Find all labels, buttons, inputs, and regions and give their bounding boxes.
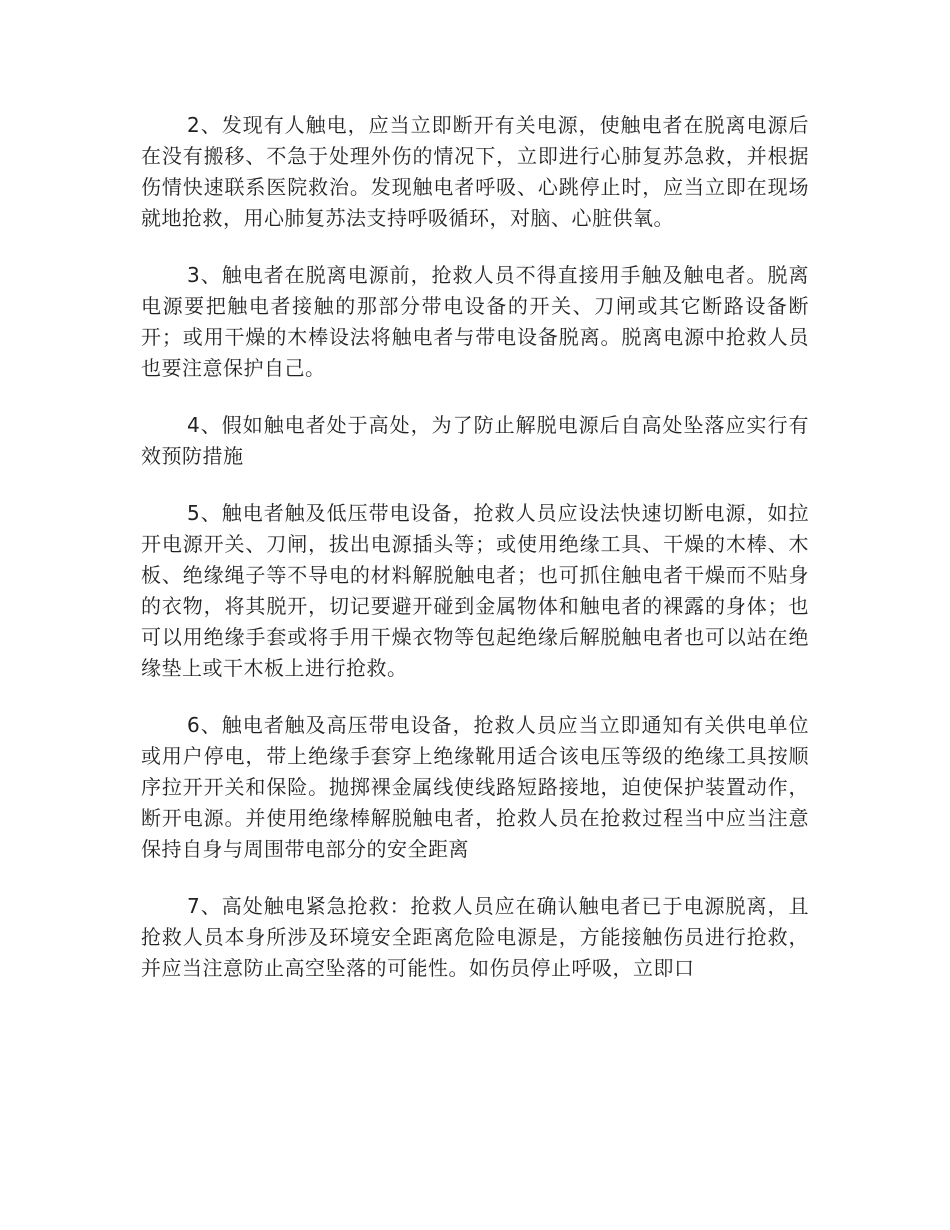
paragraph-5: 5、触电者触及低压带电设备，抢救人员应设法快速切断电源，如拉开电源开关、刀闸，拔出电源插头等；或使用绝缘工具、干燥的木棒、木板、绝缘绳子等不导电的材料解脱触电者；也可抓住触电者干燥而不贴身的衣物，将其脱开，切记要避开碰到金属物体和触电者的裸露的身体；也可以用绝缘手套或将手用干燥衣物等包起绝缘后解脱触电者也可以站在绝缘垫上或干木板上进行抢救。 [141,501,809,680]
paragraph-7: 7、高处触电紧急抢救：抢救人员应在确认触电者已于电源脱离，且抢救人员本身所涉及环境安全距离危险电源是，方能接触伤员进行抢救，并应当注意防止高空坠落的可能性。如伤员停止呼吸，立即口 [141,894,809,980]
document-body [141,110,809,1010]
paragraph-3: 3、触电者在脱离电源前，抢救人员不得直接用手触及触电者。脱离电源要把触电者接触的那部分带电设备的开关、刀闸或其它断路设备断开；或用干燥的木棒设法将触电者与带电设备脱离。脱离电源中抢救人员也要注意保护自己。 [141,263,809,380]
paragraph-4: 4、假如触电者处于高处，为了防止解脱电源后自高处坠落应实行有效预防措施 [141,413,809,468]
paragraph-6: 6、触电者触及高压带电设备，抢救人员应当立即通知有关供电单位或用户停电，带上绝缘手套穿上绝缘靴用适合该电压等级的绝缘工具按顺序拉开开关和保险。抛掷裸金属线使线路短路接地，迫使保护装置动作，断开电源。并使用绝缘棒解脱触电者，抢救人员在抢救过程当中应当注意保持自身与周围带电部分的安全距离 [141,713,809,861]
paragraph-2: 2、发现有人触电，应当立即断开有关电源，使触电者在脱离电源后在没有搬移、不急于处理外伤的情况下，立即进行心肺复苏急救，并根据伤情快速联系医院救治。发现触电者呼吸、心跳停止时，应当立即在现场就地抢救，用心肺复苏法支持呼吸循环，对脑、心脏供氧。 [141,113,809,230]
